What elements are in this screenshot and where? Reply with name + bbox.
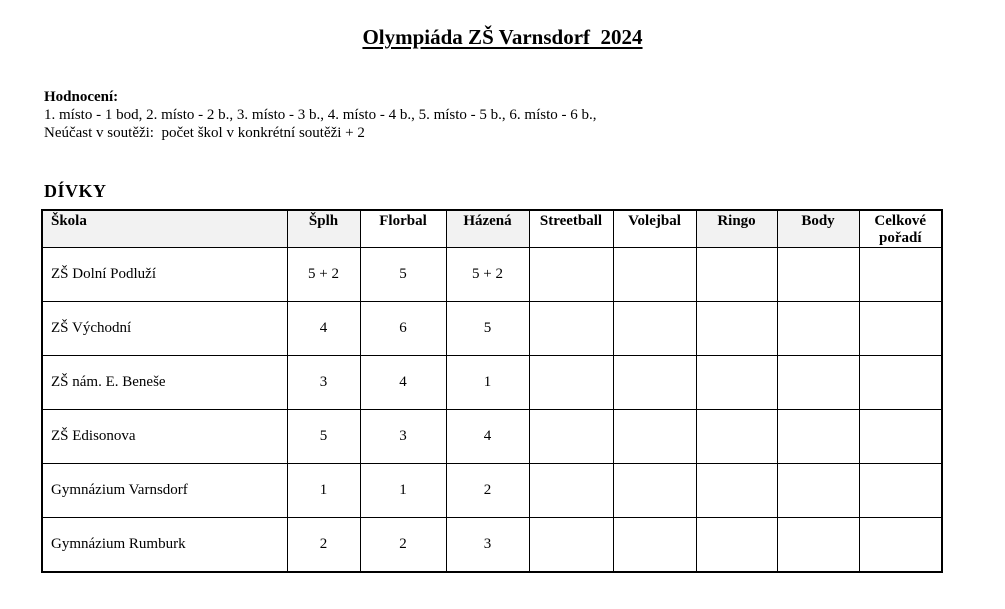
table-row-zs-edisonova — [42, 410, 942, 464]
column-header-skola: Škola — [42, 210, 287, 248]
table-cell: 3 — [446, 518, 529, 573]
column-header-florbal: Florbal — [360, 210, 446, 248]
table-row-gymnazium-rumburk — [42, 518, 942, 573]
table-cell — [529, 464, 613, 518]
table-cell — [859, 464, 942, 518]
table-cell — [859, 302, 942, 356]
table-cell — [529, 248, 613, 302]
table-cell — [696, 302, 777, 356]
table-cell — [696, 464, 777, 518]
scoring-legend — [44, 88, 597, 142]
scoring-absence-line: Neúčast v soutěži: počet škol v konkrétní soutěži + 2 — [44, 125, 365, 141]
table-cell: 3 — [360, 410, 446, 464]
column-header-celkove-poradi: Celkové pořadí — [859, 210, 942, 248]
cell-school-name: ZŠ Edisonova — [42, 410, 287, 464]
column-header-hazena: Házená — [446, 210, 529, 248]
table-cell — [777, 302, 859, 356]
table-cell — [777, 356, 859, 410]
table-cell — [777, 464, 859, 518]
table-cell: 5 — [446, 302, 529, 356]
table-cell — [613, 302, 696, 356]
table-cell: 1 — [360, 464, 446, 518]
table-cell — [696, 410, 777, 464]
table-cell — [777, 410, 859, 464]
table-cell — [529, 302, 613, 356]
results-table — [41, 209, 943, 573]
table-cell — [859, 248, 942, 302]
table-cell — [696, 248, 777, 302]
column-header-volejbal: Volejbal — [613, 210, 696, 248]
table-cell — [859, 356, 942, 410]
table-cell — [696, 518, 777, 573]
table-cell: 1 — [287, 464, 360, 518]
table-cell: 5 + 2 — [287, 248, 360, 302]
table-cell: 5 + 2 — [446, 248, 529, 302]
table-cell — [529, 518, 613, 573]
table-cell — [613, 410, 696, 464]
section-heading-girls: DÍVKY — [44, 181, 107, 201]
table-cell — [777, 518, 859, 573]
table-row-zs-nam-e-benese — [42, 356, 942, 410]
cell-school-name: ZŠ nám. E. Beneše — [42, 356, 287, 410]
table-cell: 5 — [360, 248, 446, 302]
table-cell: 6 — [360, 302, 446, 356]
table-cell — [529, 410, 613, 464]
table-cell — [777, 248, 859, 302]
header-row — [42, 210, 942, 248]
table-cell — [529, 356, 613, 410]
column-header-splh: Šplh — [287, 210, 360, 248]
column-header-streetball: Streetball — [529, 210, 613, 248]
table-cell — [859, 410, 942, 464]
table-cell — [613, 518, 696, 573]
table-cell: 3 — [287, 356, 360, 410]
table-cell — [613, 464, 696, 518]
cell-school-name: ZŠ Východní — [42, 302, 287, 356]
scoring-heading: Hodnocení: — [44, 89, 119, 105]
table-row-zs-dolni-podluzi — [42, 248, 942, 302]
table-cell: 2 — [360, 518, 446, 573]
cell-school-name: ZŠ Dolní Podluží — [42, 248, 287, 302]
column-header-body: Body — [777, 210, 859, 248]
table-row-gymnazium-varnsdorf — [42, 464, 942, 518]
table-cell: 5 — [287, 410, 360, 464]
table-cell: 4 — [446, 410, 529, 464]
table-cell — [613, 248, 696, 302]
cell-school-name: Gymnázium Rumburk — [42, 518, 287, 573]
table-cell: 1 — [446, 356, 529, 410]
scoring-rules-line: 1. místo - 1 bod, 2. místo - 2 b., 3. místo - 3 b., 4. místo - 4 b., 5. místo - 5 b., 6. místo - 6 b., — [44, 107, 597, 123]
table-cell: 4 — [287, 302, 360, 356]
column-header-ringo: Ringo — [696, 210, 777, 248]
cell-school-name: Gymnázium Varnsdorf — [42, 464, 287, 518]
table-cell: 4 — [360, 356, 446, 410]
table-row-zs-vychodni — [42, 302, 942, 356]
table-cell — [696, 356, 777, 410]
page-title: Olympiáda ZŠ Varnsdorf 2024 — [362, 25, 643, 49]
table-cell: 2 — [287, 518, 360, 573]
table-cell — [859, 518, 942, 573]
table-cell — [613, 356, 696, 410]
table-cell: 2 — [446, 464, 529, 518]
